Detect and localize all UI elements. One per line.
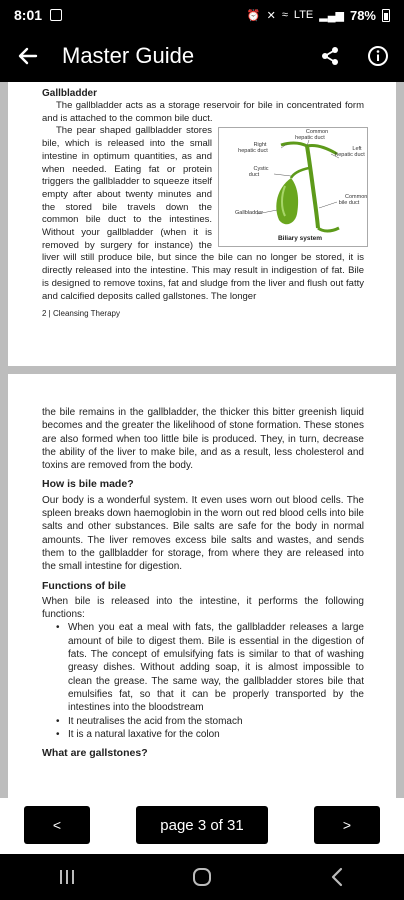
section-heading-gallstones: What are gallstones?: [42, 747, 148, 760]
share-icon: [320, 46, 340, 66]
figure-caption: Biliary system: [277, 234, 323, 242]
recent-apps-button[interactable]: [37, 857, 97, 897]
status-bar: [0, 0, 404, 30]
battery-icon: [382, 9, 390, 22]
list-item: • When you eat a meal with fats, the gallbladder releases a large amount of bile to digest them. Bile is essential in the digestion of fats. The concept of emulsifying fats is similar to that of washing greasy dishes. Without adding soap, it is almost impossible to clean the grease. The same way, the gallbladder stores bile that emulsifies fat, so that it can be properly transported by the intestines into the bloodstream: [68, 621, 364, 714]
label-left-hepatic-duct: Left hepatic duct: [335, 146, 365, 159]
status-time: 8:01: [14, 7, 43, 23]
network-label: LTE: [293, 9, 314, 21]
chevron-left-icon: [330, 867, 344, 887]
app-bar: [0, 30, 404, 82]
paragraph: the bile remains in the gallbladder, the thicker this bitter greenish liquid becomes and the greater the likelihood of stone formation. These stones are also formed when too little bile is produced. They, in turn, decrease the ability of the liver to make bile, and as a result, less cholesterol and toxins are removed from the body.: [42, 407, 364, 472]
share-button[interactable]: [306, 30, 354, 82]
section-heading-functions: Functions of bile: [42, 579, 126, 592]
section-heading-gallbladder: Gallbladder: [42, 88, 98, 99]
info-button[interactable]: [354, 30, 402, 82]
wifi-icon: ≈: [281, 9, 288, 21]
label-cystic-duct: Cystic duct: [248, 166, 269, 179]
image-notification-icon: [50, 9, 62, 21]
next-page-button[interactable]: >: [314, 806, 380, 844]
signal-icon: ▂▄▆: [319, 9, 344, 22]
list-item: • It neutralises the acid from the stomach: [68, 715, 364, 728]
paragraph: When bile is released into the intestine, it performs the following functions:: [42, 595, 364, 621]
app-title: Master Guide: [62, 43, 195, 68]
functions-list: [42, 621, 364, 741]
document-page-2[interactable]: [8, 374, 396, 798]
home-icon: [192, 867, 212, 887]
label-common-bile-duct: Common bile duct: [338, 194, 368, 207]
alarm-icon: ⏰: [246, 9, 261, 22]
recent-apps-icon: [58, 869, 76, 885]
previous-page-button[interactable]: <: [24, 806, 90, 844]
status-icons: [247, 8, 390, 23]
paragraph-text: The pear shaped gallbladder stores bile, which is released into the small intestine in optimum quantities, as and when needed. Eating fat or protein triggers the gallbladder to squeeze itself empty after about twenty minutes and the stored bile travels down the common bile duct to the intestines. Without your gallbladder (when it is removed by surgery for instance) the liver will still produce bile, but since the bile can no longer be stored, it is directly released into the intestine. This may result in indigestion of fat. Bile is designed to remove toxins, fat and sludge from the liver and flush out fatty and calcified deposits called gallstones. The longer: [42, 125, 364, 302]
back-button[interactable]: [0, 30, 56, 82]
list-item: • It is a natural laxative for the colon: [68, 728, 364, 741]
label-right-hepatic-duct: Right hepatic duct: [238, 142, 268, 155]
paragraph: The gallbladder acts as a storage reservoir for bile in concentrated form and is attached to the common bile duct.: [42, 100, 364, 124]
page-indicator[interactable]: page 3 of 31: [136, 806, 268, 844]
battery-percent: 78%: [349, 7, 376, 23]
system-navigation-bar: [0, 854, 404, 900]
section-heading-bile-made: How is bile made?: [42, 478, 134, 491]
arrow-left-icon: [18, 46, 38, 66]
document-page-1[interactable]: [8, 82, 396, 366]
label-common-hepatic-duct: Common hepatic duct: [295, 129, 329, 142]
pager-bar: [0, 798, 404, 854]
info-icon: [367, 45, 389, 67]
mute-icon: ✕: [266, 9, 276, 22]
paragraph-with-figure: [42, 125, 368, 303]
page-footer: 2 | Cleansing Therapy: [42, 309, 120, 319]
paragraph: Our body is a wonderful system. It even uses worn out blood cells. The spleen breaks down haemoglobin in the worn out red blood cells into bile salts and other substances. Bile salts are safe for the body in normal amounts. The liver removes excess bile salts and wastes, and sends them to the gallbladder for storage, from where they are released into the small intestine for digestion.: [42, 494, 364, 573]
label-gallbladder: Gallbladder: [235, 210, 264, 217]
biliary-system-figure: [218, 127, 368, 247]
home-button[interactable]: [172, 857, 232, 897]
system-back-button[interactable]: [307, 857, 367, 897]
